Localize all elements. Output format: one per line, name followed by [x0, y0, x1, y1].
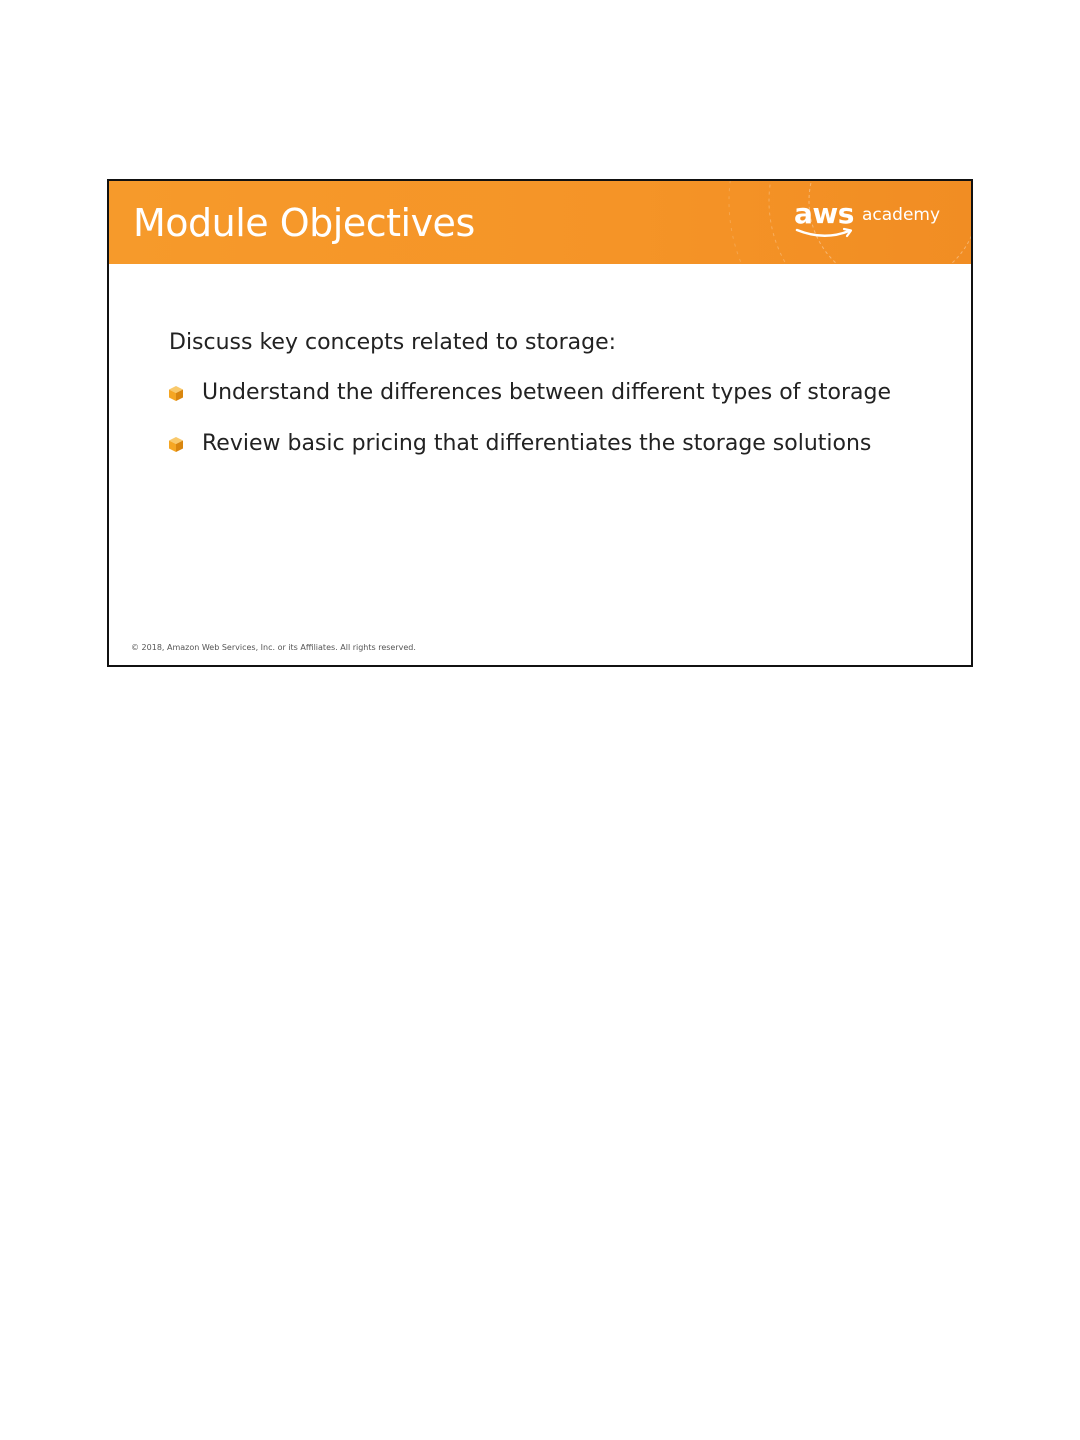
objective-text: Review basic pricing that differentiates the storage solutions: [202, 431, 872, 456]
slide-body: [169, 329, 949, 481]
objectives-list: [169, 379, 949, 458]
slide-header: [109, 181, 971, 264]
cube-icon: [169, 386, 183, 401]
slide: [107, 179, 973, 667]
logo-wordmark: aws: [794, 197, 854, 230]
lead-text: Discuss key concepts related to storage:: [169, 330, 617, 355]
copyright-footer: © 2018, Amazon Web Services, Inc. or its Affiliates. All rights reserved.: [131, 643, 416, 652]
aws-smile-arrow-icon: [794, 227, 856, 241]
slide-title: Module Objectives: [133, 201, 475, 245]
logo-suffix: academy: [862, 205, 941, 225]
aws-academy-logo: [794, 197, 944, 243]
objective-text: Understand the differences between different types of storage: [202, 380, 891, 405]
objective-item: [169, 379, 949, 407]
objective-item: [169, 430, 949, 458]
cube-icon: [169, 437, 183, 452]
